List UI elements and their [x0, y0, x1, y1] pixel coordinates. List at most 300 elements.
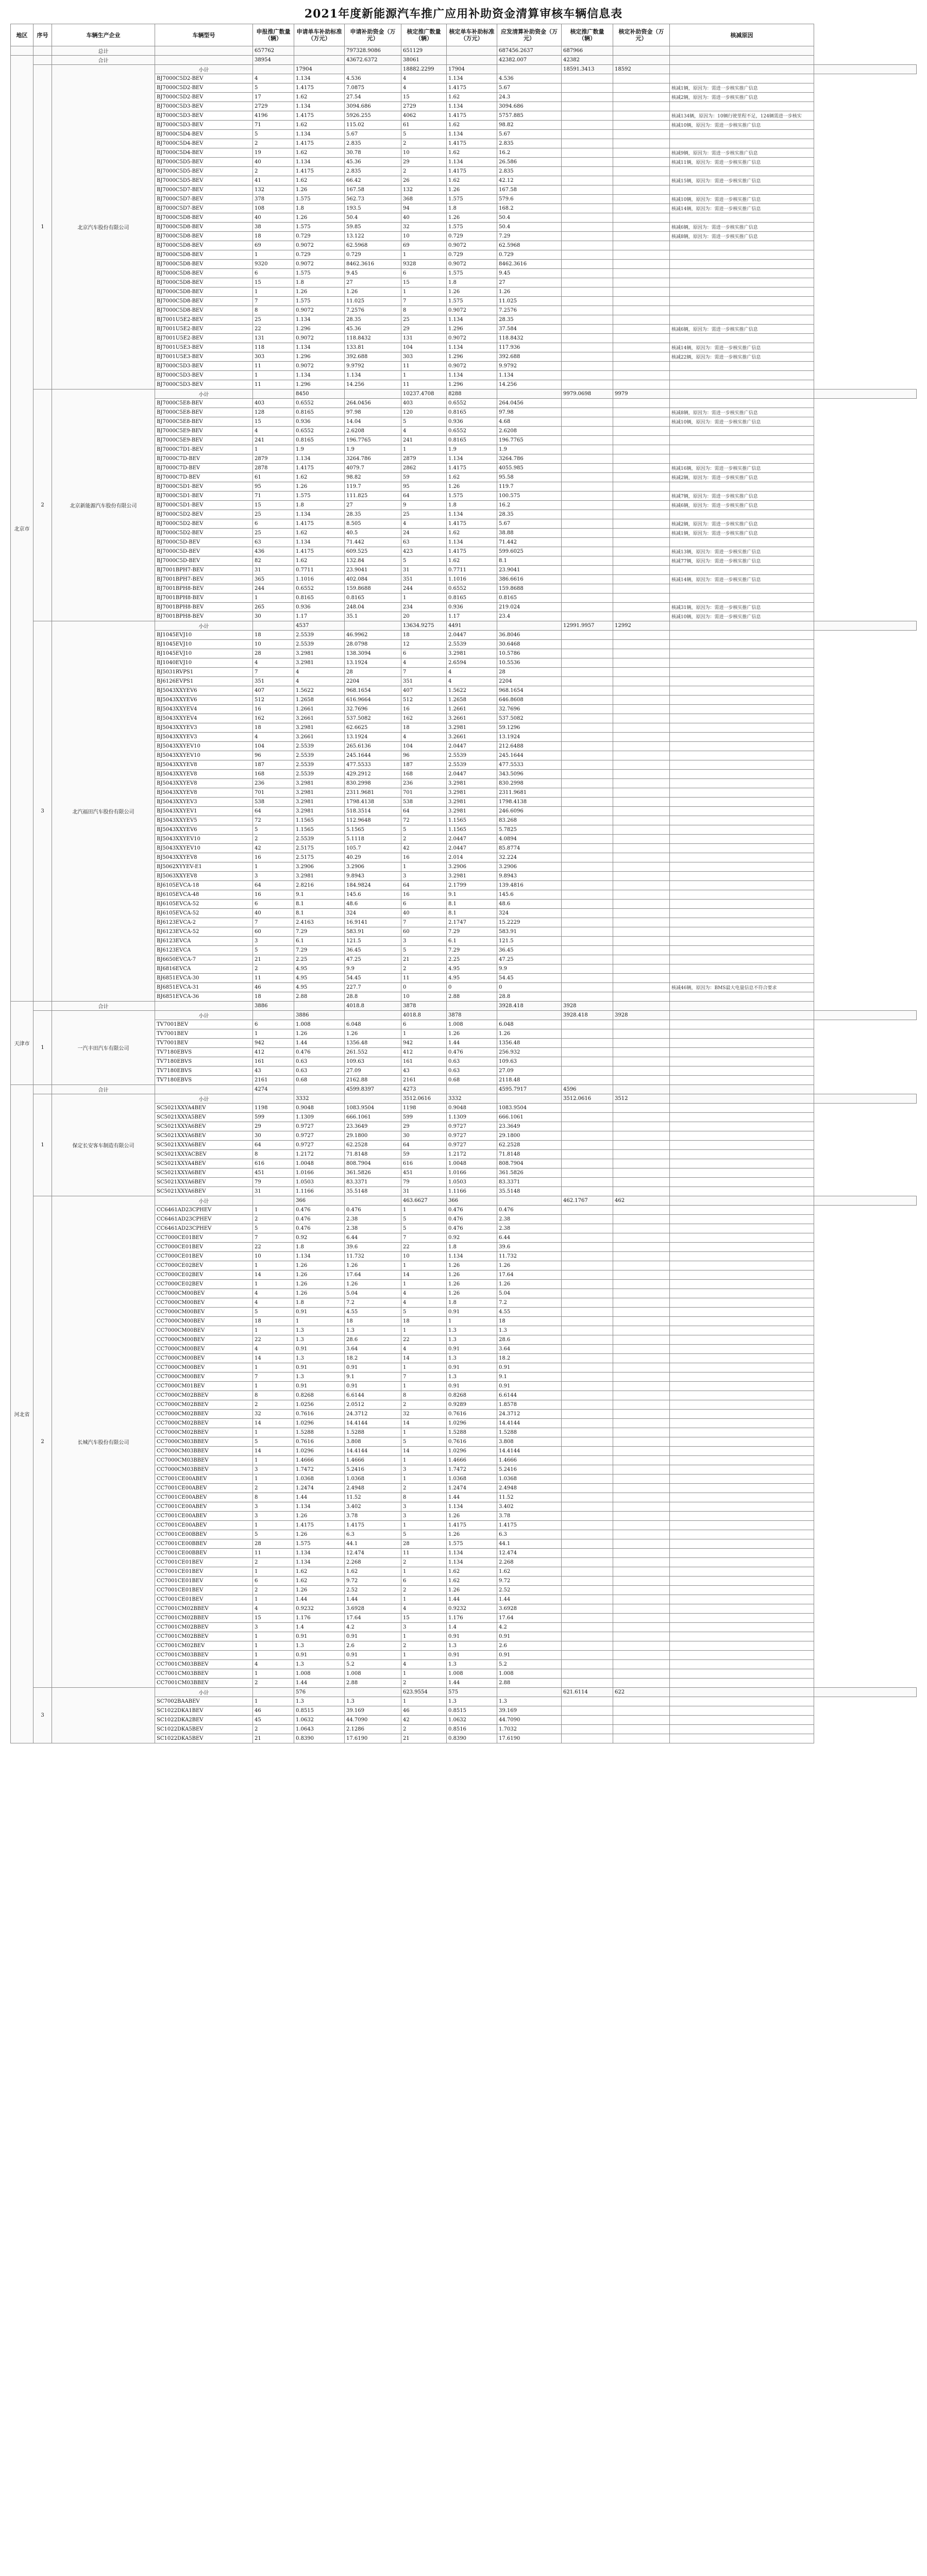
declared-subsidy-amount: 7.0875	[345, 83, 401, 93]
declared-subsidy-std: 1.134	[294, 1252, 345, 1261]
deduction-reason	[670, 399, 814, 408]
declared-qty: 25	[253, 315, 294, 325]
vehicle-model: BJ6851EVCA-30	[155, 974, 253, 983]
cell	[670, 1094, 814, 1104]
approved-count-cell	[562, 807, 613, 816]
approved-count-cell	[562, 1066, 613, 1076]
declared-subsidy-std: 0.9072	[294, 362, 345, 371]
cell: 17904	[447, 65, 497, 74]
cell: 合计	[52, 1085, 155, 1094]
declared-subsidy-std: 1.3	[294, 1372, 345, 1382]
settlement-amount: 2.88	[497, 1679, 562, 1688]
settlement-amount: 1.9	[497, 445, 562, 454]
vehicle-model: CC7001CE00ABEV	[155, 1502, 253, 1512]
vehicle-model: CC7000CM01BEV	[155, 1382, 253, 1391]
declared-subsidy-std: 0.8515	[294, 1706, 345, 1716]
declared-subsidy-amount: 5.2	[345, 1660, 401, 1669]
approved-subsidy-std: 1.3	[447, 1326, 497, 1335]
approved-count-cell	[562, 760, 613, 770]
cell: 小计	[155, 1196, 253, 1206]
declared-subsidy-std: 0.9232	[294, 1604, 345, 1614]
approved-count-cell	[562, 909, 613, 918]
declared-subsidy-std: 1.008	[294, 1669, 345, 1679]
declared-subsidy-amount: 264.0456	[345, 399, 401, 408]
column-header: 申请单车补助标准（万元）	[294, 24, 345, 46]
deduction-reason	[670, 1335, 814, 1345]
cell: 3928	[613, 1011, 670, 1020]
approved-qty: 2	[401, 1641, 447, 1651]
deduction-reason	[670, 816, 814, 825]
deduction-reason	[670, 445, 814, 454]
settlement-amount: 2.268	[497, 1558, 562, 1567]
settlement-amount: 6.6144	[497, 1391, 562, 1400]
settlement-amount: 6.048	[497, 1020, 562, 1029]
deduction-reason	[670, 640, 814, 649]
declared-subsidy-amount: 2.88	[345, 1679, 401, 1688]
cell: 4018.8	[401, 1011, 447, 1020]
declared-subsidy-amount: 14.04	[345, 417, 401, 427]
approved-count-cell	[562, 1660, 613, 1669]
vehicle-model: SC7002BAABEV	[155, 1697, 253, 1706]
declared-subsidy-std: 3.2981	[294, 658, 345, 668]
settlement-amount: 1.4175	[497, 1521, 562, 1530]
declared-qty: 60	[253, 927, 294, 937]
deduction-reason	[670, 1354, 814, 1363]
approved-qty: 7	[401, 297, 447, 306]
deduction-reason	[670, 1159, 814, 1168]
approved-qty: 2879	[401, 454, 447, 464]
approved-count-cell	[562, 1512, 613, 1521]
declared-subsidy-std: 2.5175	[294, 844, 345, 853]
vehicle-model: BJ5043XXYEV10	[155, 742, 253, 751]
approved-qty: 5	[401, 1308, 447, 1317]
declared-subsidy-amount: 62.2528	[345, 1141, 401, 1150]
deduction-reason: 核减8辆，原因为：需进一步核实推广信息	[670, 408, 814, 417]
approved-qty: 3	[401, 1465, 447, 1475]
approved-amount-cell	[613, 918, 670, 927]
declared-qty: 244	[253, 584, 294, 594]
approved-qty: 8	[401, 1391, 447, 1400]
declared-subsidy-std: 0.91	[294, 1382, 345, 1391]
approved-qty: 1	[401, 1632, 447, 1641]
declared-subsidy-std: 2.5539	[294, 631, 345, 640]
approved-count-cell	[562, 306, 613, 315]
approved-subsidy-std: 1.0296	[447, 1419, 497, 1428]
vehicle-model: BJ7001U5E3-BEV	[155, 352, 253, 362]
declared-qty: 1198	[253, 1104, 294, 1113]
declared-subsidy-amount: 3.78	[345, 1512, 401, 1521]
approved-subsidy-std: 0.476	[447, 1224, 497, 1233]
approved-amount-cell	[613, 1558, 670, 1567]
approved-subsidy-std: 0.936	[447, 417, 497, 427]
approved-subsidy-std: 1.4175	[447, 111, 497, 121]
approved-count-cell	[562, 547, 613, 556]
deduction-reason	[670, 1020, 814, 1029]
approved-qty: 14	[401, 1447, 447, 1456]
approved-count-cell	[562, 315, 613, 325]
vehicle-model: CC7001CE00BBEV	[155, 1530, 253, 1539]
deduction-reason	[670, 964, 814, 974]
approved-count-cell	[562, 1447, 613, 1456]
declared-subsidy-std: 0.476	[294, 1215, 345, 1224]
declared-subsidy-amount: 2.38	[345, 1215, 401, 1224]
approved-count-cell	[562, 612, 613, 621]
deduction-reason	[670, 1484, 814, 1493]
declared-subsidy-std: 3.2981	[294, 788, 345, 798]
declared-subsidy-std: 1.8	[294, 278, 345, 287]
declared-subsidy-amount: 392.688	[345, 352, 401, 362]
declared-subsidy-amount: 245.1644	[345, 751, 401, 760]
vehicle-model: TV7001BEV	[155, 1020, 253, 1029]
declared-qty: 3	[253, 1512, 294, 1521]
approved-amount-cell	[613, 1391, 670, 1400]
approved-subsidy-std: 1.1166	[447, 1187, 497, 1196]
declared-qty: 1	[253, 1651, 294, 1660]
declared-subsidy-amount: 54.45	[345, 974, 401, 983]
approved-amount-cell	[613, 566, 670, 575]
approved-subsidy-std: 0.9072	[447, 306, 497, 315]
declared-subsidy-std: 1.3	[294, 1326, 345, 1335]
approved-subsidy-std: 1.26	[447, 213, 497, 223]
deduction-reason	[670, 974, 814, 983]
approved-qty: 1	[401, 371, 447, 380]
declared-subsidy-amount: 1.4175	[345, 1521, 401, 1530]
vehicle-model: CC7001CM03BBEV	[155, 1651, 253, 1660]
approved-count-cell	[562, 714, 613, 723]
declared-subsidy-std: 1.296	[294, 352, 345, 362]
declared-subsidy-std: 0.476	[294, 1224, 345, 1233]
deduction-reason	[670, 1391, 814, 1400]
approved-count-cell	[562, 1521, 613, 1530]
deduction-reason	[670, 1039, 814, 1048]
declared-subsidy-amount: 62.5968	[345, 241, 401, 250]
declared-subsidy-amount: 2.835	[345, 167, 401, 176]
approved-count-cell	[562, 1586, 613, 1595]
approved-amount-cell	[613, 751, 670, 760]
approved-subsidy-std: 2.014	[447, 853, 497, 862]
approved-qty: 2	[401, 139, 447, 148]
approved-qty: 7	[401, 668, 447, 677]
approved-subsidy-std: 1.3	[447, 1660, 497, 1669]
approved-count-cell	[562, 1604, 613, 1614]
approved-qty: 12	[401, 640, 447, 649]
vehicle-info-table	[10, 24, 917, 1743]
approved-count-cell	[562, 900, 613, 909]
cell: 3928.418	[497, 1002, 562, 1011]
deduction-reason	[670, 1437, 814, 1447]
approved-subsidy-std: 7.29	[447, 927, 497, 937]
approved-amount-cell	[613, 779, 670, 788]
declared-subsidy-std: 1.008	[294, 1020, 345, 1029]
vehicle-model: BJ7000C5D2-BEV	[155, 83, 253, 93]
declared-subsidy-std: 1.0643	[294, 1725, 345, 1734]
declared-qty: 30	[253, 612, 294, 621]
declared-subsidy-amount: 196.7765	[345, 436, 401, 445]
settlement-amount: 5.67	[497, 83, 562, 93]
settlement-amount: 392.688	[497, 352, 562, 362]
approved-qty: 303	[401, 352, 447, 362]
approved-qty: 1	[401, 1280, 447, 1289]
declared-subsidy-std: 0.9072	[294, 241, 345, 250]
declared-qty: 25	[253, 510, 294, 519]
settlement-amount: 3094.686	[497, 102, 562, 111]
settlement-amount: 2.6	[497, 1641, 562, 1651]
company-name	[52, 1688, 155, 1743]
approved-qty: 244	[401, 584, 447, 594]
approved-amount-cell	[613, 111, 670, 121]
settlement-amount: 830.2998	[497, 779, 562, 788]
approved-count-cell	[562, 955, 613, 964]
declared-subsidy-std: 7.29	[294, 927, 345, 937]
approved-subsidy-std: 1.0632	[447, 1716, 497, 1725]
vehicle-model: BJ7000C5D8-BEV	[155, 278, 253, 287]
region-cell	[11, 46, 33, 56]
declared-qty: 79	[253, 1178, 294, 1187]
approved-qty: 25	[401, 510, 447, 519]
company-index: 1	[33, 65, 52, 389]
company-name: 一汽丰田汽车有限公司	[52, 1011, 155, 1085]
declared-subsidy-amount: 184.9824	[345, 881, 401, 890]
approved-count-cell	[562, 148, 613, 158]
deduction-reason	[670, 751, 814, 760]
declared-subsidy-std: 2.8216	[294, 881, 345, 890]
declared-subsidy-amount: 133.81	[345, 343, 401, 352]
approved-count-cell	[562, 501, 613, 510]
deduction-reason	[670, 287, 814, 297]
approved-qty: 5	[401, 130, 447, 139]
company-name: 保定长安客车制造有限公司	[52, 1094, 155, 1196]
declared-subsidy-std: 1.1309	[294, 1113, 345, 1122]
declared-qty: 14	[253, 1354, 294, 1363]
vehicle-model: BJ6851EVCA-31	[155, 983, 253, 992]
approved-subsidy-std: 1.134	[447, 1549, 497, 1558]
settlement-amount: 9.1	[497, 1372, 562, 1382]
approved-amount-cell	[613, 575, 670, 584]
cell	[345, 389, 401, 399]
vehicle-model: CC7000CM00BEV	[155, 1372, 253, 1382]
approved-count-cell	[562, 1372, 613, 1382]
deduction-reason	[670, 1641, 814, 1651]
declared-subsidy-amount: 0.91	[345, 1363, 401, 1372]
approved-amount-cell	[613, 334, 670, 343]
declared-subsidy-amount: 115.02	[345, 121, 401, 130]
declared-qty: 3	[253, 937, 294, 946]
approved-subsidy-std: 1.1565	[447, 816, 497, 825]
region-name: 北京市	[11, 56, 33, 1002]
approved-subsidy-std: 1.134	[447, 102, 497, 111]
declared-qty: 31	[253, 566, 294, 575]
deduction-reason	[670, 1400, 814, 1410]
declared-qty: 1	[253, 1326, 294, 1335]
approved-qty: 942	[401, 1039, 447, 1048]
approved-amount-cell	[613, 909, 670, 918]
vehicle-model: BJ5043XXYEV5	[155, 816, 253, 825]
deduction-reason	[670, 1131, 814, 1141]
vehicle-model: CC7000CM02BBEV	[155, 1428, 253, 1437]
approved-amount-cell	[613, 631, 670, 640]
settlement-amount: 24.3712	[497, 1410, 562, 1419]
declared-qty: 4	[253, 1604, 294, 1614]
approved-subsidy-std: 1.296	[447, 325, 497, 334]
cell: 3332	[294, 1094, 345, 1104]
vehicle-model: CC7000CM00BEV	[155, 1308, 253, 1317]
approved-count-cell	[562, 1168, 613, 1178]
approved-amount-cell	[613, 1577, 670, 1586]
declared-subsidy-std: 2.25	[294, 955, 345, 964]
vehicle-model: BJ6105EVCA-48	[155, 890, 253, 900]
declared-subsidy-amount: 3.402	[345, 1502, 401, 1512]
declared-subsidy-std: 2.5539	[294, 751, 345, 760]
approved-amount-cell	[613, 454, 670, 464]
approved-count-cell	[562, 492, 613, 501]
approved-count-cell	[562, 946, 613, 955]
vehicle-model: CC7000CE01BEV	[155, 1233, 253, 1243]
vehicle-model: BJ6126EVPS1	[155, 677, 253, 686]
vehicle-model: TV7180EBVS	[155, 1066, 253, 1076]
cell: 651129	[401, 46, 447, 56]
declared-qty: 1	[253, 1456, 294, 1465]
vehicle-model: BJ7000C5D5-BEV	[155, 158, 253, 167]
approved-count-cell	[562, 204, 613, 213]
settlement-amount: 7.2576	[497, 306, 562, 315]
approved-subsidy-std: 0	[447, 983, 497, 992]
declared-subsidy-amount: 5.2416	[345, 1465, 401, 1475]
approved-count-cell	[562, 862, 613, 872]
approved-count-cell	[562, 1233, 613, 1243]
approved-count-cell	[562, 1029, 613, 1039]
approved-amount-cell	[613, 1289, 670, 1298]
approved-qty: 1198	[401, 1104, 447, 1113]
declared-subsidy-std: 2.5539	[294, 742, 345, 751]
settlement-amount: 0.91	[497, 1382, 562, 1391]
approved-qty: 4	[401, 733, 447, 742]
approved-qty: 31	[401, 1187, 447, 1196]
deduction-reason	[670, 594, 814, 603]
declared-subsidy-amount: 1.9	[345, 445, 401, 454]
cell	[345, 1688, 401, 1697]
cell	[155, 1085, 253, 1094]
settlement-amount: 0.729	[497, 250, 562, 260]
declared-subsidy-std: 1.296	[294, 325, 345, 334]
declared-subsidy-amount: 4.2	[345, 1623, 401, 1632]
declared-qty: 15	[253, 417, 294, 427]
declared-subsidy-amount: 2.6208	[345, 427, 401, 436]
approved-qty: 2862	[401, 464, 447, 473]
approved-qty: 31	[401, 566, 447, 575]
declared-qty: 1	[253, 1428, 294, 1437]
cell: 3878	[447, 1011, 497, 1020]
settlement-amount: 0.476	[497, 1206, 562, 1215]
vehicle-model: BJ7001U5E2-BEV	[155, 334, 253, 343]
settlement-amount: 167.58	[497, 185, 562, 195]
declared-subsidy-amount: 477.5533	[345, 760, 401, 770]
declared-subsidy-amount: 8.505	[345, 519, 401, 529]
approved-subsidy-std: 1.62	[447, 148, 497, 158]
deduction-reason: 核减2辆，原因为：需进一步核实推广信息	[670, 93, 814, 102]
settlement-amount: 42.12	[497, 176, 562, 185]
cell: 总计	[52, 46, 155, 56]
approved-amount-cell	[613, 529, 670, 538]
declared-subsidy-std: 1.2172	[294, 1150, 345, 1159]
cell: 687966	[562, 46, 613, 56]
cell	[670, 1196, 814, 1206]
settlement-amount: 361.5826	[497, 1168, 562, 1178]
approved-subsidy-std: 3.2981	[447, 723, 497, 733]
approved-qty: 132	[401, 185, 447, 195]
declared-subsidy-std: 1.176	[294, 1614, 345, 1623]
settlement-amount: 4.536	[497, 74, 562, 83]
declared-subsidy-std: 1.26	[294, 1289, 345, 1298]
approved-amount-cell	[613, 862, 670, 872]
declared-subsidy-amount: 1.3	[345, 1697, 401, 1706]
vehicle-model: BJ7000C5D8-BEV	[155, 287, 253, 297]
approved-count-cell	[562, 603, 613, 612]
approved-qty: 64	[401, 1141, 447, 1150]
vehicle-model: CC7001CE01BEV	[155, 1595, 253, 1604]
approved-qty: 5	[401, 825, 447, 835]
approved-qty: 9	[401, 501, 447, 510]
declared-subsidy-amount: 1.4666	[345, 1456, 401, 1465]
deduction-reason	[670, 1326, 814, 1335]
declared-qty: 4	[253, 1345, 294, 1354]
approved-amount-cell	[613, 1206, 670, 1215]
declared-subsidy-amount: 666.1061	[345, 1113, 401, 1122]
settlement-amount: 62.2528	[497, 1141, 562, 1150]
deduction-reason	[670, 1372, 814, 1382]
vehicle-model: BJ7000C5E8-BEV	[155, 408, 253, 417]
deduction-reason	[670, 1558, 814, 1567]
approved-amount-cell	[613, 1066, 670, 1076]
declared-subsidy-amount: 16.9141	[345, 918, 401, 927]
vehicle-model: CC7000CM03BBEV	[155, 1437, 253, 1447]
deduction-reason	[670, 742, 814, 751]
declared-qty: 10	[253, 1252, 294, 1261]
declared-subsidy-amount: 98.82	[345, 473, 401, 482]
declared-subsidy-amount: 23.3649	[345, 1122, 401, 1131]
approved-qty: 7	[401, 1372, 447, 1382]
vehicle-model: BJ7000C7D-BEV	[155, 454, 253, 464]
approved-subsidy-std: 1.26	[447, 1261, 497, 1270]
approved-count-cell	[562, 1465, 613, 1475]
declared-subsidy-amount: 17.64	[345, 1614, 401, 1623]
approved-subsidy-std: 1.9	[447, 445, 497, 454]
declared-qty: 3	[253, 1502, 294, 1512]
deduction-reason	[670, 584, 814, 594]
declared-subsidy-std: 1.134	[294, 510, 345, 519]
approved-count-cell	[562, 325, 613, 334]
approved-qty: 599	[401, 1113, 447, 1122]
declared-subsidy-amount: 11.732	[345, 1252, 401, 1261]
deduction-reason	[670, 334, 814, 343]
approved-qty: 64	[401, 492, 447, 501]
approved-amount-cell	[613, 1298, 670, 1308]
approved-amount-cell	[613, 1141, 670, 1150]
approved-qty: 3	[401, 872, 447, 881]
declared-subsidy-std: 1.26	[294, 213, 345, 223]
cell: 4595.7917	[497, 1085, 562, 1094]
approved-amount-cell	[613, 1595, 670, 1604]
vehicle-model: CC7001CM02BBEV	[155, 1623, 253, 1632]
declared-subsidy-amount: 5926.255	[345, 111, 401, 121]
vehicle-model: BJ7000C5D8-BEV	[155, 269, 253, 278]
approved-subsidy-std: 2.0447	[447, 835, 497, 844]
deduction-reason	[670, 760, 814, 770]
settlement-amount: 2311.9681	[497, 788, 562, 798]
approved-amount-cell	[613, 1372, 670, 1382]
declared-qty: 22	[253, 325, 294, 334]
vehicle-model: CC7000CM00BEV	[155, 1298, 253, 1308]
approved-amount-cell	[613, 510, 670, 519]
